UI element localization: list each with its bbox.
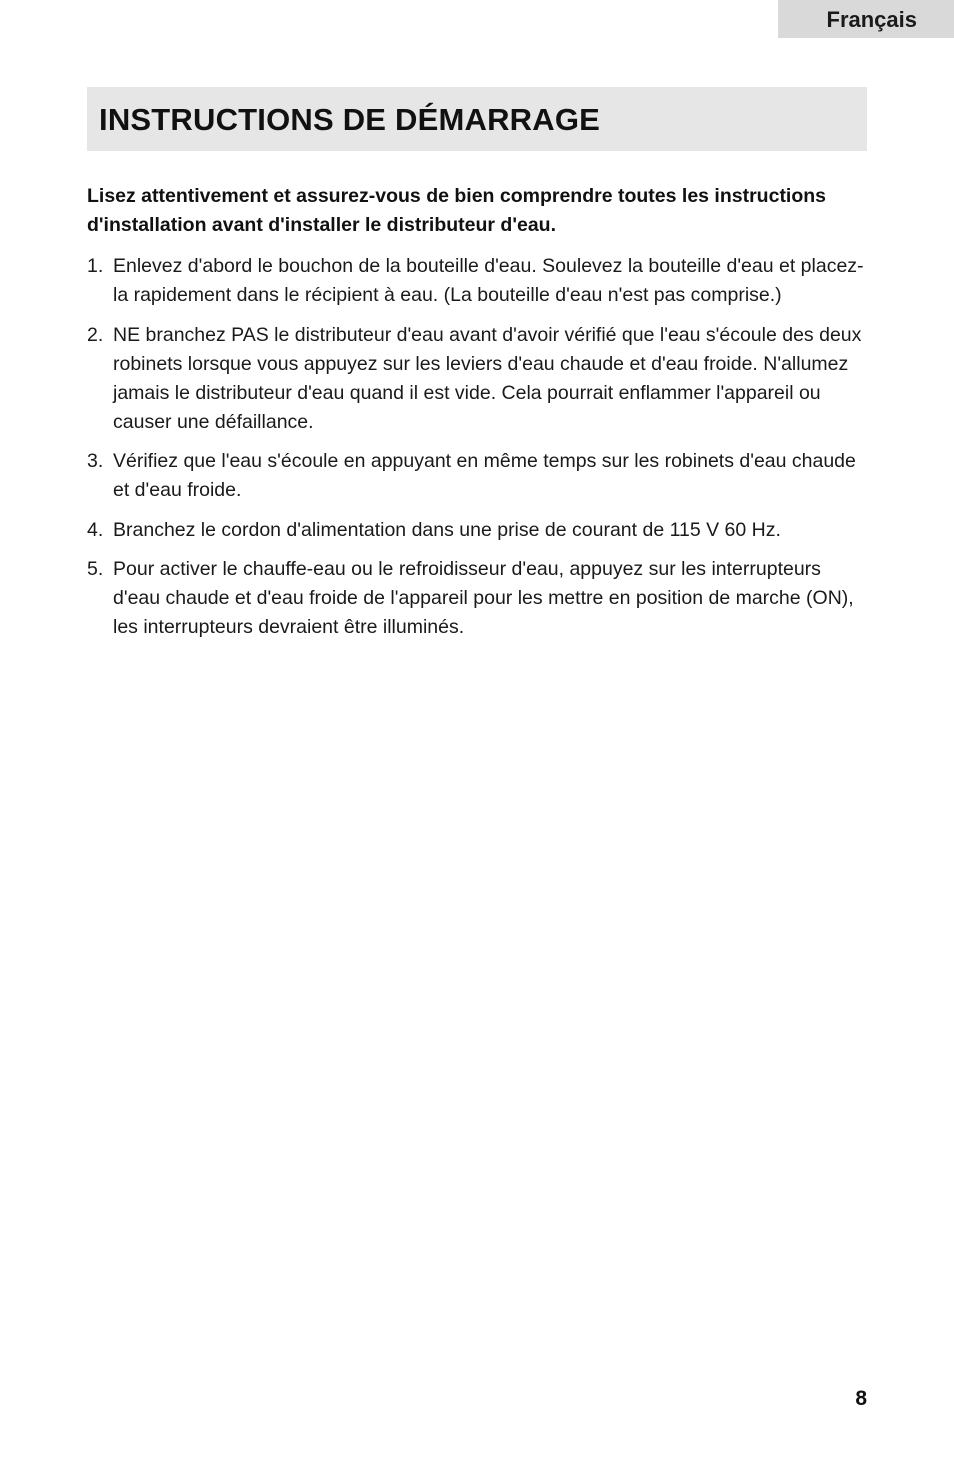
step-text: Vérifiez que l'eau s'écoule en appuyant en même temps sur les robinets d'eau chaude et d'eau froide. <box>113 450 856 501</box>
list-item <box>87 555 867 642</box>
step-text: Branchez le cordon d'alimentation dans une prise de courant de 115 V 60 Hz. <box>113 518 781 541</box>
list-item <box>87 321 867 437</box>
step-number: 5. <box>87 558 104 580</box>
section-title: INSTRUCTIONS DE DÉMARRAGE <box>99 102 601 137</box>
step-text: Enlevez d'abord le bouchon de la bouteille d'eau. Soulevez la bouteille d'eau et placez-la rapidement dans le récipient à eau. (La bouteille d'eau n'est pas comprise.) <box>113 255 864 306</box>
intro-paragraph: Lisez attentivement et assurez-vous de bien comprendre toutes les instructions d'installation avant d'installer le distributeur d'eau. <box>87 185 827 236</box>
instruction-list <box>87 252 867 653</box>
list-item <box>87 516 867 545</box>
step-text: NE branchez PAS le distributeur d'eau avant d'avoir vérifié que l'eau s'écoule des deux robinets lorsque vous appuyez sur les leviers d'eau chaude et d'eau froide. N'allumez jamais le distributeur d'eau quand il est vide. Cela pourrait enflammer l'appareil ou causer une défaillance. <box>113 323 862 433</box>
step-number: 1. <box>87 255 104 277</box>
language-tab: Français <box>778 0 954 38</box>
page-number: 8 <box>855 1387 867 1410</box>
step-number: 4. <box>87 518 104 541</box>
list-item <box>87 252 867 310</box>
list-item <box>87 447 867 505</box>
step-text: Pour activer le chauffe-eau ou le refroidisseur d'eau, appuyez sur les interrupteurs d'eau chaude et d'eau froide de l'appareil pour les mettre en position de marche (ON), les interrupteurs devraient être illuminés. <box>113 558 854 638</box>
section-title-bar <box>87 87 867 151</box>
step-number: 3. <box>87 450 104 472</box>
step-number: 2. <box>87 323 104 346</box>
